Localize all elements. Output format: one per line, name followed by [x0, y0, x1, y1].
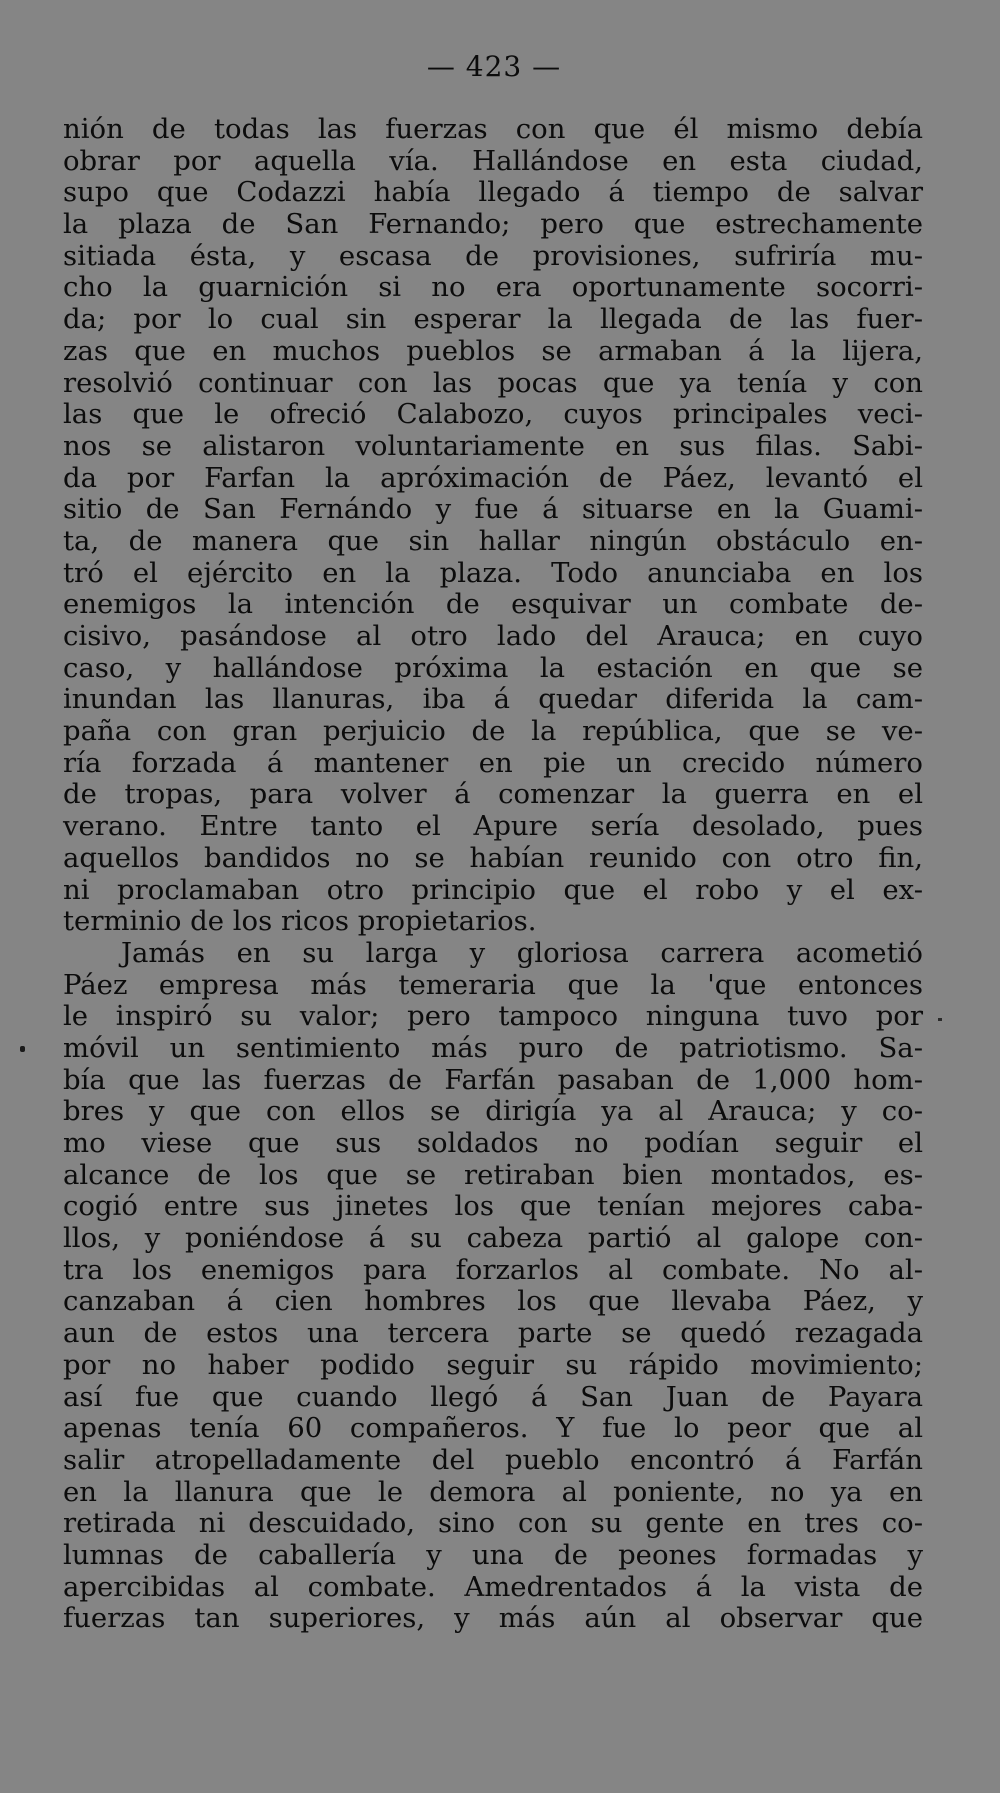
- ink-speck: [938, 1018, 942, 1021]
- body-text: [63, 114, 923, 1635]
- text-line: ría forzada á mantener en pie un crecido número: [63, 746, 923, 779]
- text-line: ni proclamaban otro principio que el robo y el ex-: [63, 873, 923, 906]
- text-line: aun de estos una tercera parte se quedó rezagada: [63, 1317, 923, 1350]
- text-line: la plaza de San Fernando; pero que estrechamente: [63, 208, 923, 241]
- text-line: nión de todas las fuerzas con que él mismo debía: [63, 113, 923, 145]
- text-line: supo que Codazzi había llegado á tiempo de salvar: [63, 176, 923, 209]
- text-line: de tropas, para volver á comenzar la guerra en el: [63, 778, 923, 811]
- text-line: verano. Entre tanto el Apure sería desolado, pues: [63, 810, 923, 843]
- text-line: las que le ofreció Calabozo, cuyos principales veci-: [63, 398, 923, 431]
- text-line: cho la guarnición si no era oportunamente socorri-: [63, 271, 923, 304]
- text-line: Páez empresa más temeraria que la 'que entonces: [63, 968, 923, 1001]
- text-line: tra los enemigos para forzarlos al combate. No al-: [63, 1253, 923, 1286]
- text-line: cisivo, pasándose al otro lado del Arauca; en cuyo: [63, 620, 923, 652]
- text-line: ta, de manera que sin hallar ningún obstáculo en-: [63, 524, 923, 557]
- text-line: móvil un sentimiento más puro de patriotismo. Sa-: [63, 1031, 923, 1064]
- text-line: apercibidas al combate. Amedrentados á la vista de: [63, 1570, 923, 1603]
- text-line: llos, y poniéndose á su cabeza partió al galope con-: [63, 1222, 923, 1255]
- text-line: da por Farfan la apróximación de Páez, levantó el: [63, 461, 923, 494]
- text-line: sitiada ésta, y escasa de provisiones, sufriría mu-: [63, 239, 923, 272]
- text-line: aquellos bandidos no se habían reunido con otro fin,: [63, 841, 923, 874]
- text-line: da; por lo cual sin esperar la llegada de las fuer-: [63, 303, 923, 336]
- text-line: enemigos la intención de esquivar un combate de-: [63, 588, 923, 621]
- text-line: alcance de los que se retiraban bien montados, es-: [63, 1158, 923, 1191]
- text-line: fuerzas tan superiores, y más aún al observar que: [63, 1602, 923, 1635]
- text-line: en la llanura que le demora al poniente, no ya en: [63, 1475, 923, 1508]
- text-line: paña con gran perjuicio de la república, que se ve-: [63, 715, 923, 748]
- text-line: mo viese que sus soldados no podían seguir el: [63, 1127, 923, 1159]
- text-line: lumnas de caballería y una de peones formadas y: [63, 1538, 923, 1571]
- ink-speck: [20, 1046, 25, 1052]
- text-line: resolvió continuar con las pocas que ya tenía y con: [63, 366, 923, 399]
- text-line: retirada ni descuidado, sino con su gente en tres co-: [63, 1507, 923, 1540]
- page-number: — 423 —: [426, 50, 562, 83]
- text-line: tró el ejército en la plaza. Todo anunciaba en los: [63, 556, 923, 589]
- text-line: cogió entre sus jinetes los que tenían mejores caba-: [63, 1190, 923, 1223]
- text-line: caso, y hallándose próxima la estación en que se: [63, 651, 923, 684]
- text-line: sitio de San Fernándo y fue á situarse en la Guami-: [63, 493, 923, 526]
- text-line: canzaban á cien hombres los que llevaba Páez, y: [63, 1285, 923, 1318]
- text-line: nos se alistaron voluntariamente en sus filas. Sabi-: [63, 429, 923, 462]
- text-line: apenas tenía 60 compañeros. Y fue lo peor que al: [63, 1412, 923, 1445]
- text-line: terminio de los ricos propietarios.: [63, 905, 537, 938]
- text-line: Jamás en su larga y gloriosa carrera acometió: [121, 936, 923, 969]
- text-line: inundan las llanuras, iba á quedar diferida la cam-: [63, 683, 923, 716]
- text-line: zas que en muchos pueblos se armaban á la lijera,: [63, 334, 923, 367]
- text-line: por no haber podido seguir su rápido movimiento;: [63, 1348, 923, 1381]
- text-line: así fue que cuando llegó á San Juan de Payara: [63, 1380, 923, 1413]
- text-line: salir atropelladamente del pueblo encontró á Farfán: [63, 1443, 923, 1476]
- text-line: le inspiró su valor; pero tampoco ninguna tuvo por: [63, 1000, 923, 1033]
- text-line: bía que las fuerzas de Farfán pasaban de 1,000 hom-: [63, 1063, 923, 1096]
- text-line: obrar por aquella vía. Hallándose en esta ciudad,: [63, 144, 923, 177]
- text-line: bres y que con ellos se dirigía ya al Arauca; y co-: [63, 1095, 923, 1128]
